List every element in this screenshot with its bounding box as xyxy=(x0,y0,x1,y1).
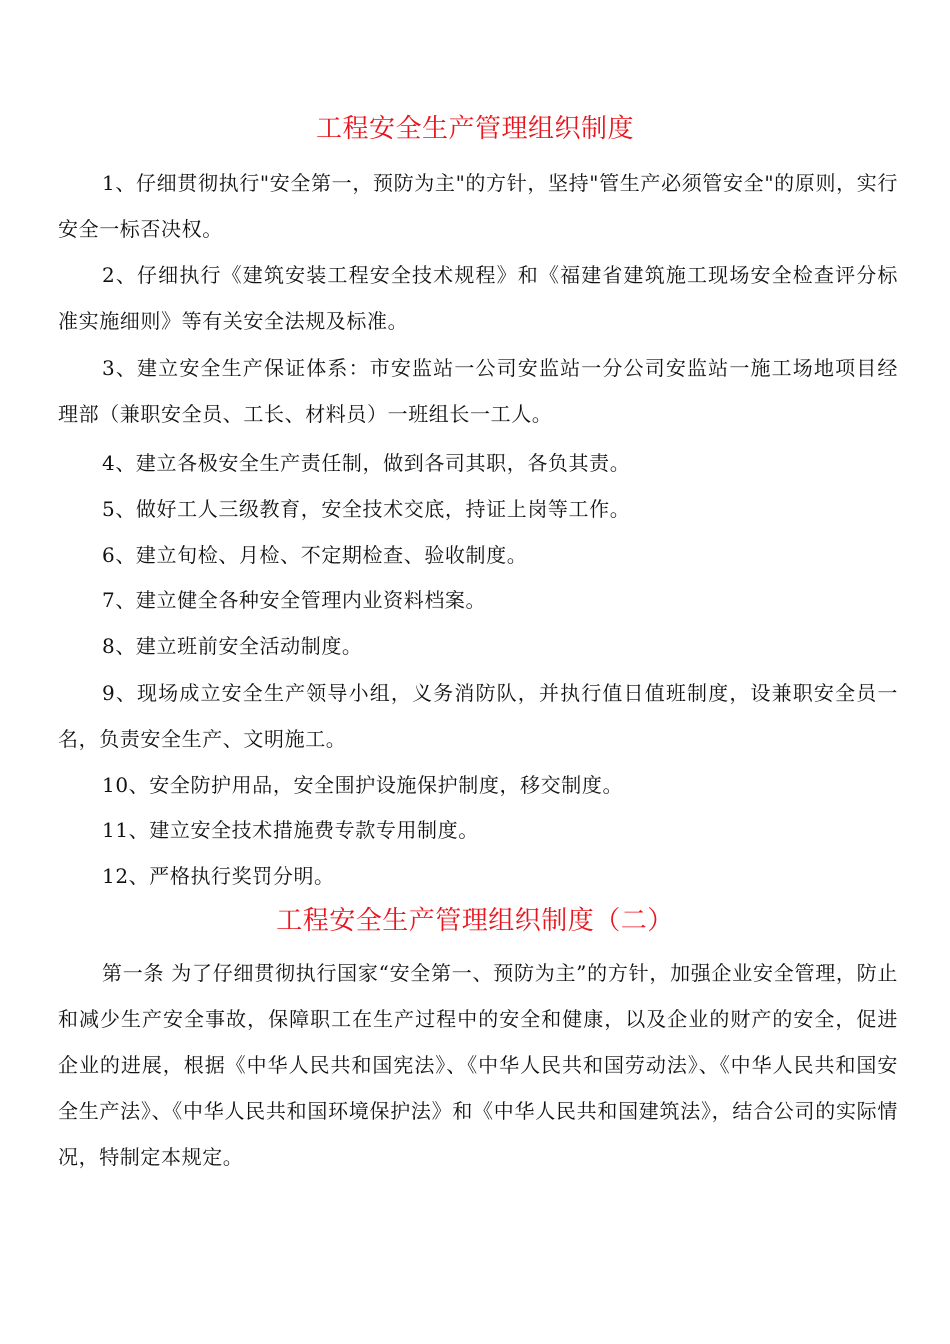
list-item-8: 8、建立班前安全活动制度。 xyxy=(102,634,363,658)
list-item-6: 6、建立旬检、月检、不定期检查、验收制度。 xyxy=(102,543,528,567)
list-item-7: 7、建立健全各种安全管理内业资料档案。 xyxy=(102,588,487,612)
document-title-2: 工程安全生产管理组织制度（二） xyxy=(276,906,674,936)
document-title: 工程安全生产管理组织制度 xyxy=(315,114,634,144)
list-item-12: 12、严格执行奖罚分明。 xyxy=(102,864,335,888)
list-item-1: 1、仔细贯彻执行"安全第一，预防为主"的方针，坚持"管生产必须管安全"的原则，实行安全一标否决权。 xyxy=(58,171,898,241)
article-1: 第一条 为了仔细贯彻执行国家“安全第一、预防为主”的方针，加强企业安全管理，防止和减少生产安全事故，保障职工在生产过程中的安全和健康，以及企业的财产的安全，促进企业的进展，根据《中华人民共和国宪法》、《中华人民共和国劳动法》、《中华人民共和国安全生产法》、《中华人民共和国环境保护法》和《中华人民共和国建筑法》，结合公司的实际情况，特制定本规定。 xyxy=(58,961,898,1169)
list-item-3: 3、建立安全生产保证体系：市安监站一公司安监站一分公司安监站一施工场地项目经理部（兼职安全员、工长、材料员）一班组长一工人。 xyxy=(58,356,898,426)
list-item-10: 10、安全防护用品，安全围护设施保护制度，移交制度。 xyxy=(102,773,624,797)
list-item-5: 5、做好工人三级教育，安全技术交底，持证上岗等工作。 xyxy=(102,497,631,521)
list-item-11: 11、建立安全技术措施费专款专用制度。 xyxy=(102,818,479,842)
list-item-2: 2、仔细执行《建筑安装工程安全技术规程》和《福建省建筑施工现场安全检查评分标准实施细则》等有关安全法规及标准。 xyxy=(58,263,898,333)
list-item-9: 9、现场成立安全生产领导小组，义务消防队，并执行值日值班制度，设兼职安全员一名，负责安全生产、文明施工。 xyxy=(58,681,898,751)
list-item-4: 4、建立各极安全生产责任制，做到各司其职，各负其责。 xyxy=(102,451,631,475)
